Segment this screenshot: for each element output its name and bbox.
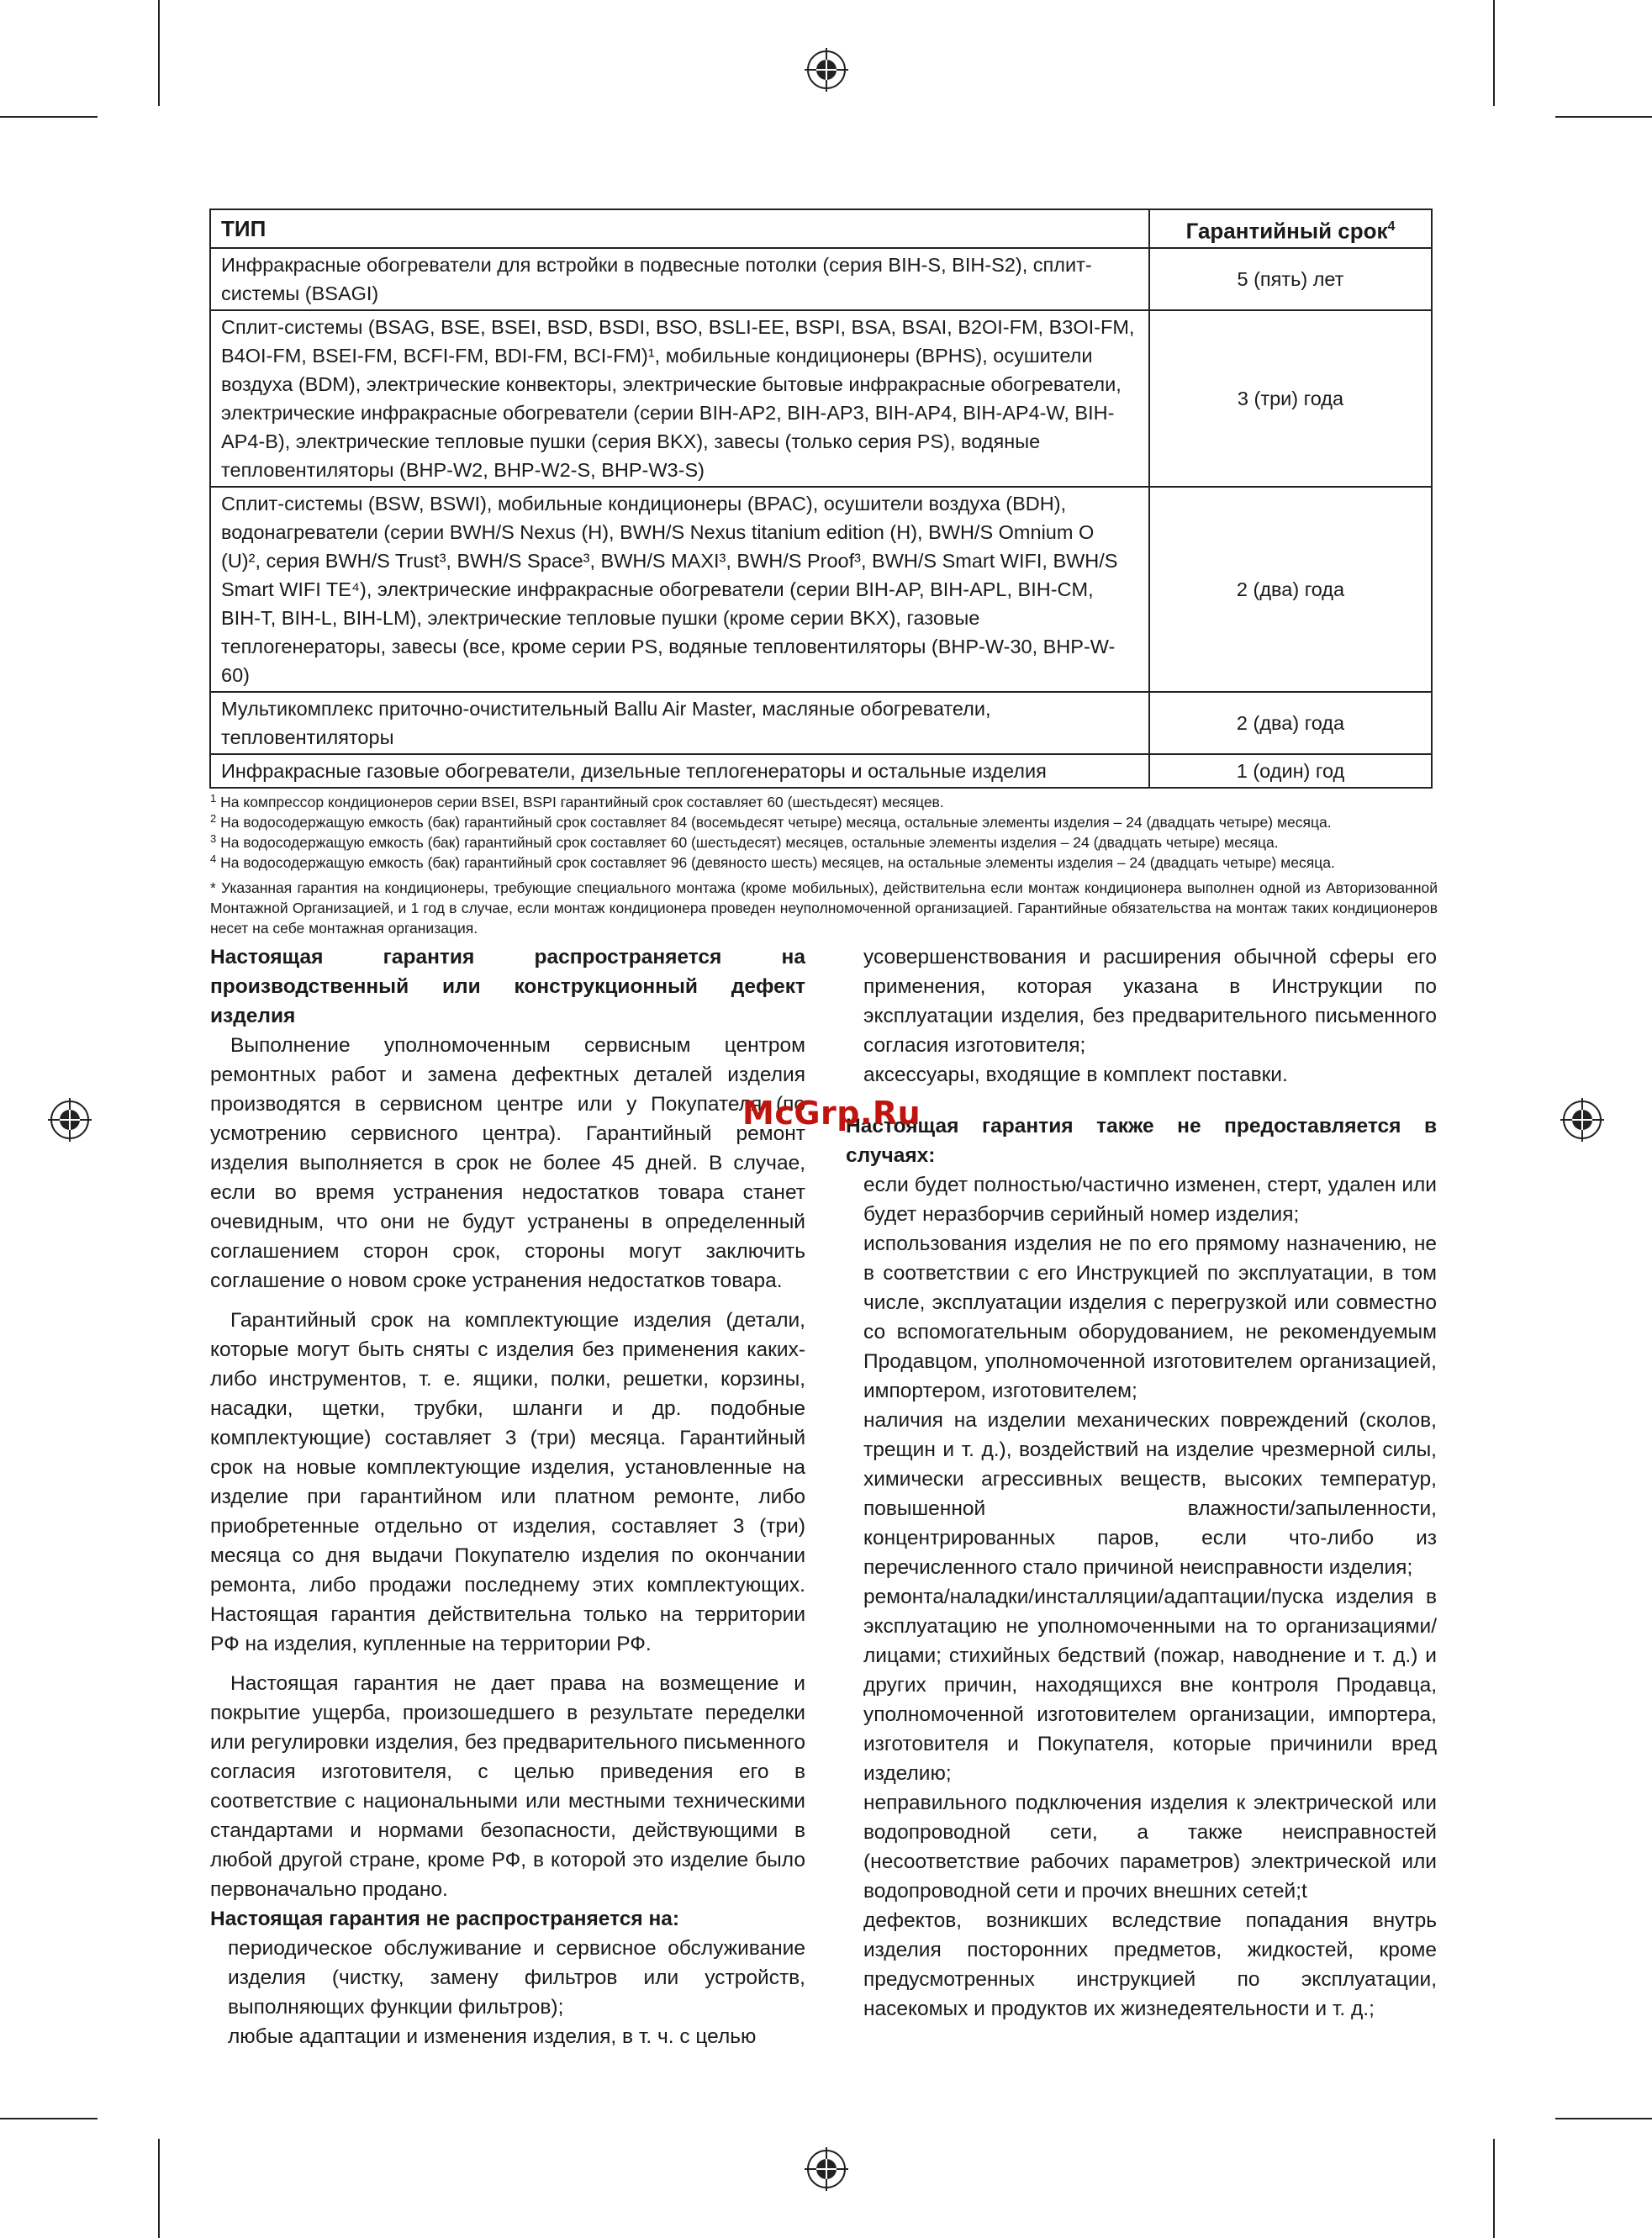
left-column (210, 942, 805, 2051)
right-column (846, 942, 1437, 2024)
warranty-term-cell: 1 (один) год (1149, 754, 1432, 788)
list-item-continuation: усовершенствования и расширения обычной сферы его применения, которая указана в Инструкции по эксплуатации изделия, без предварительного письменного согласия изготовителя; (863, 946, 1437, 1057)
product-type-cell: Инфракрасные газовые обогреватели, дизельные теплогенераторы и остальные изделия (210, 754, 1149, 788)
registration-mark-icon (1560, 1098, 1604, 1142)
watermark: McGrp.Ru (742, 1095, 921, 1132)
footnote-text: На водосодержащую емкость (бак) гарантийный срок составляет 84 (восемьдесят четыре) месяца, остальные элементы изделия – 24 (двадцать четыре) месяца. (220, 814, 1332, 831)
list-item: если будет полностью/частично изменен, стерт, удален или будет неразборчив серийный номер изделия; (863, 1174, 1437, 1226)
crop-mark (158, 0, 160, 106)
table-row (210, 487, 1432, 692)
crop-mark (0, 2118, 98, 2119)
list-item: использования изделия не по его прямому назначению, не в соответствии с его Инструкцией по эксплуатации, в том числе, эксплуатации изделия с перегрузкой или совместно со вспомогательным оборудованием, не рекомендуемым Продавцом, уполномоченной изготовителем организацией, импортером, изготовителем; (863, 1232, 1437, 1402)
crop-mark (1493, 0, 1495, 106)
warranty-term-cell: 2 (два) года (1149, 692, 1432, 754)
crop-mark (1555, 116, 1652, 118)
section-heading: Настоящая гарантия не распространяется на: (210, 1908, 680, 1930)
product-type-cell: Сплит-системы (BSW, BSWI), мобильные кондиционеры (BPAC), осушители воздуха (BDH), водонагреватели (серии BWH/S Nexus (H), BWH/S Nexus titanium edition (H), BWH/S Omnium O (U)², серия BWH/S Trust³, BWH/S Space³, BWH/S MAXI³, BWH/S Proof³, BWH/S Smart WIFI, BWH/S Smart WIFI TE⁴), электрические инфракрасные обогреватели (серии BIH-AP, BIH-APL, BIH-CM, BIH-T, BIH-L, BIH-LM), электрические тепловые пушки (кроме серии BKX), газовые теплогенераторы, завесы (все, кроме серии PS, водяные тепловентиляторы (BHP-W-30, BHP-W-60) (210, 487, 1149, 692)
table-row (210, 310, 1432, 487)
type-column-header: ТИП (210, 209, 1149, 248)
warranty-term-cell: 2 (два) года (1149, 487, 1432, 692)
footnote-number: 2 (210, 812, 217, 825)
list-item: аксессуары, входящие в комплект поставки. (863, 1064, 1288, 1086)
registration-mark-icon (805, 48, 848, 92)
warranty-table (209, 208, 1433, 789)
list-item: ремонта/наладки/инсталляции/адаптации/пуска изделия в эксплуатацию не уполномоченными на то организациями/лицами; стихийных бедствий (пожар, наводнение и т. д.) и других причин, находящихся вне контроля Продавца, уполномоченной изготовителем организации, импортера, изготовителя и Покупателя, которые причинили вред изделию; (863, 1586, 1437, 1785)
footnote-text: На водосодержащую емкость (бак) гарантийный срок составляет 96 (девяносто шесть) месяцев, на остальные элементы изделия – 24 (двадцать четыре) месяца. (220, 854, 1335, 871)
warranty-term-cell: 5 (пять) лет (1149, 248, 1432, 310)
term-header-footnote: 4 (1387, 219, 1396, 234)
table-header-row (210, 209, 1432, 248)
list-item: неправильного подключения изделия к электрической или водопроводной сети, а также неисправностей (несоответствие рабочих параметров) электрической или водопроводной сети и прочих внешних сетей;t (863, 1792, 1437, 1903)
paragraph: Гарантийный срок на комплектующие изделия (детали, которые могут быть сняты с изделия без применения каких-либо инструментов, т. е. ящики, полки, решетки, корзины, насадки, щетки, трубки, шланги и др. подобные комплектующие) составляет 3 (три) месяца. Гарантийный срок на новые комплектующие изделия, установленные на изделие при гарантийном или платном ремонте, либо приобретенные отдельно от изделия, составляет 3 (три) месяца со дня выдачи Покупателю изделия по окончании ремонта, либо продажи последнему этих комплектующих. Настоящая гарантия действительна только на территории РФ на изделия, купленные на территории РФ. (210, 1309, 805, 1655)
footnote-number: 1 (210, 792, 217, 805)
warranty-term-cell: 3 (три) года (1149, 310, 1432, 487)
registration-mark-icon (48, 1098, 92, 1142)
footnotes (210, 792, 1438, 938)
star-note: * Указанная гарантия на кондиционеры, требующие специального монтажа (кроме мобильных), действительна если монтаж кондиционера выполнен одной из Авторизованной Монтажной Организацией, и 1 год в случае, если монтаж кондиционера проведен неуполномоченной организацией. Гарантийные обязательства на монтаж таких кондиционеров несет на себе монтажная организация. (210, 879, 1438, 937)
section-heading: Настоящая гарантия распространяется на производственный или конструкционный дефект изделия (210, 946, 805, 1027)
footnote (210, 832, 1438, 852)
footnote-number: 4 (210, 852, 217, 865)
table-row (210, 692, 1432, 754)
crop-mark (1493, 2139, 1495, 2238)
crop-mark (1555, 2118, 1652, 2119)
footnote (210, 852, 1438, 873)
footnote-number: 3 (210, 832, 217, 845)
section-heading: Настоящая гарантия также не предоставляется в случаях: (846, 1115, 1437, 1167)
table-row (210, 754, 1432, 788)
crop-mark (0, 116, 98, 118)
table-row (210, 248, 1432, 310)
term-column-header (1149, 209, 1432, 248)
paragraph: Выполнение уполномоченным сервисным центром ремонтных работ и замена дефектных деталей изделия производятся в сервисном центре или у Покупателя (по усмотрению сервисного центра). Гарантийный ремонт изделия выполняется в срок не более 45 дней. В случае, если во время устранения недостатков товара станет очевидным, что они не будут устранены в определенный соглашением сторон срок, стороны могут заключить соглашение о новом сроке устранения недостатков товара. (210, 1034, 805, 1292)
paragraph: Настоящая гарантия не дает права на возмещение и покрытие ущерба, произошедшего в результате переделки или регулировки изделия, без предварительного письменного согласия изготовителя, с целью приведения его в соответствие с национальными или местными техническими стандартами и нормами безопасности, действующими в любой другой стране, кроме РФ, в которой это изделие было первоначально продано. (210, 1672, 805, 1901)
list-item: периодическое обслуживание и сервисное обслуживание изделия (чистку, замену фильтров или устройств, выполняющих функции фильтров); (228, 1937, 805, 2019)
product-type-cell: Сплит-системы (BSAG, BSE, BSEI, BSD, BSDI, BSO, BSLI-EE, BSPI, BSA, BSAI, B2OI-FM, B3OI-FM, B4OI-FM, BSEI-FM, BCFI-FM, BDI-FM, BCI-FM)¹, мобильные кондиционеры (BPHS), осушители воздуха (BDM), электрические конвекторы, электрические бытовые инфракрасные обогреватели, электрические инфракрасные обогреватели (серии BIH-AP2, BIH-AP3, BIH-AP4, BIH-AP4-W, BIH-AP4-B), электрические тепловые пушки (серия BKX), завесы (только серия PS), водяные тепловентиляторы (BHP-W2, BHP-W2-S, BHP-W3-S) (210, 310, 1149, 487)
registration-mark-icon (805, 2147, 848, 2191)
list-item: дефектов, возникших вследствие попадания внутрь изделия посторонних предметов, жидкостей, кроме предусмотренных инструкцией по эксплуатации, насекомых и продуктов их жизнедеятельности и т. д.; (863, 1909, 1437, 2020)
crop-mark (158, 2139, 160, 2238)
list-item: любые адаптации и изменения изделия, в т. ч. с целью (228, 2025, 757, 2048)
footnote-text: На компрессор кондиционеров серии BSEI, BSPI гарантийный срок составляет 60 (шестьдесят) месяцев. (220, 794, 944, 810)
product-type-cell: Мультикомплекс приточно-очистительный Ballu Air Master, масляные обогреватели, тепловентиляторы (210, 692, 1149, 754)
term-header-label: Гарантийный срок (1185, 218, 1388, 244)
list-item: наличия на изделии механических повреждений (сколов, трещин и т. д.), воздействий на изделие чрезмерной силы, химически агрессивных веществ, высоких температур, повышенной влажности/запыленности, концентрированных паров, если что-либо из перечисленного стало причиной неисправности изделия; (863, 1409, 1437, 1579)
footnote (210, 812, 1438, 832)
product-type-cell: Инфракрасные обогреватели для встройки в подвесные потолки (серия BIH-S, BIH-S2), сплит-системы (BSAGI) (210, 248, 1149, 310)
footnote-text: На водосодержащую емкость (бак) гарантийный срок составляет 60 (шестьдесят) месяцев, остальные элементы изделия – 24 (двадцать четыре) месяца. (220, 834, 1279, 851)
footnote (210, 792, 1438, 812)
